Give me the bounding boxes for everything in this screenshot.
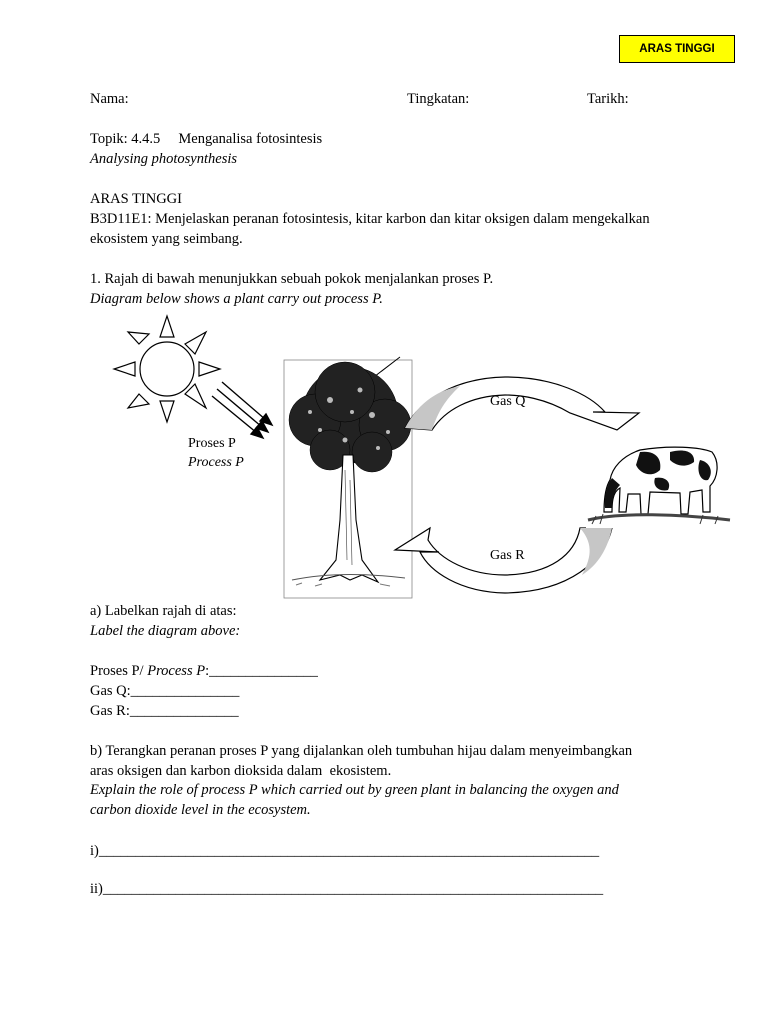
answer-line-i[interactable]: i)_____________________________________________________________________: [90, 843, 600, 859]
process-label-malay: Proses P: [188, 436, 236, 451]
part-b-english-2: carbon dioxide level in the ecosystem.: [90, 802, 311, 818]
process-label-c: :_______________: [205, 663, 318, 679]
sunlight-arrows-icon: [212, 382, 272, 438]
part-b-malay-2: aras oksigen dan karbon dioksida dalam ekosistem.: [90, 763, 392, 779]
part-a-english: Label the diagram above:: [90, 623, 241, 639]
part-a-malay: a) Labelkan rajah di atas:: [90, 603, 237, 619]
level-badge: ARAS TINGGI: [619, 35, 735, 63]
date-label: Tarikh:: [587, 91, 629, 107]
sun-icon: [114, 316, 220, 422]
process-label-b: Process P: [147, 663, 206, 679]
part-b-malay-1: b) Terangkan peranan proses P yang dijalankan oleh tumbuhan hijau dalam menyeimbangkan: [90, 743, 633, 759]
gas-q-label: Gas Q: [490, 394, 526, 409]
process-label-a: Proses P/: [90, 663, 148, 679]
cow-icon: [586, 438, 732, 528]
objective-line-2: ekosistem yang seimbang.: [90, 231, 243, 247]
question-1-english: Diagram below shows a plant carry out process P.: [90, 291, 383, 307]
answer-gas-q[interactable]: Gas Q:_______________: [90, 683, 240, 699]
answer-line-ii[interactable]: ii)_____________________________________________________________________: [90, 881, 604, 897]
question-1-malay: 1. Rajah di bawah menunjukkan sebuah pokok menjalankan proses P.: [90, 271, 494, 287]
topic-english: Analysing photosynthesis: [90, 151, 238, 167]
name-label: Nama:: [90, 91, 129, 107]
level-title: ARAS TINGGI: [90, 191, 182, 207]
topic-line: Topik: 4.4.5 Menganalisa fotosintesis: [90, 131, 323, 147]
answer-process-p[interactable]: [90, 662, 318, 680]
part-b-english-1: Explain the role of process P which carried out by green plant in balancing the oxygen and: [90, 782, 619, 798]
objective-line-1: B3D11E1: Menjelaskan peranan fotosintesis, kitar karbon dan kitar oksigen dalam mengekalkan: [90, 211, 650, 227]
gas-r-label: Gas R: [490, 548, 525, 563]
form-label: Tingkatan:: [407, 91, 470, 107]
answer-gas-r[interactable]: Gas R:_______________: [90, 703, 239, 719]
tree-icon: [284, 357, 412, 598]
process-label-english: Process P: [188, 455, 244, 470]
